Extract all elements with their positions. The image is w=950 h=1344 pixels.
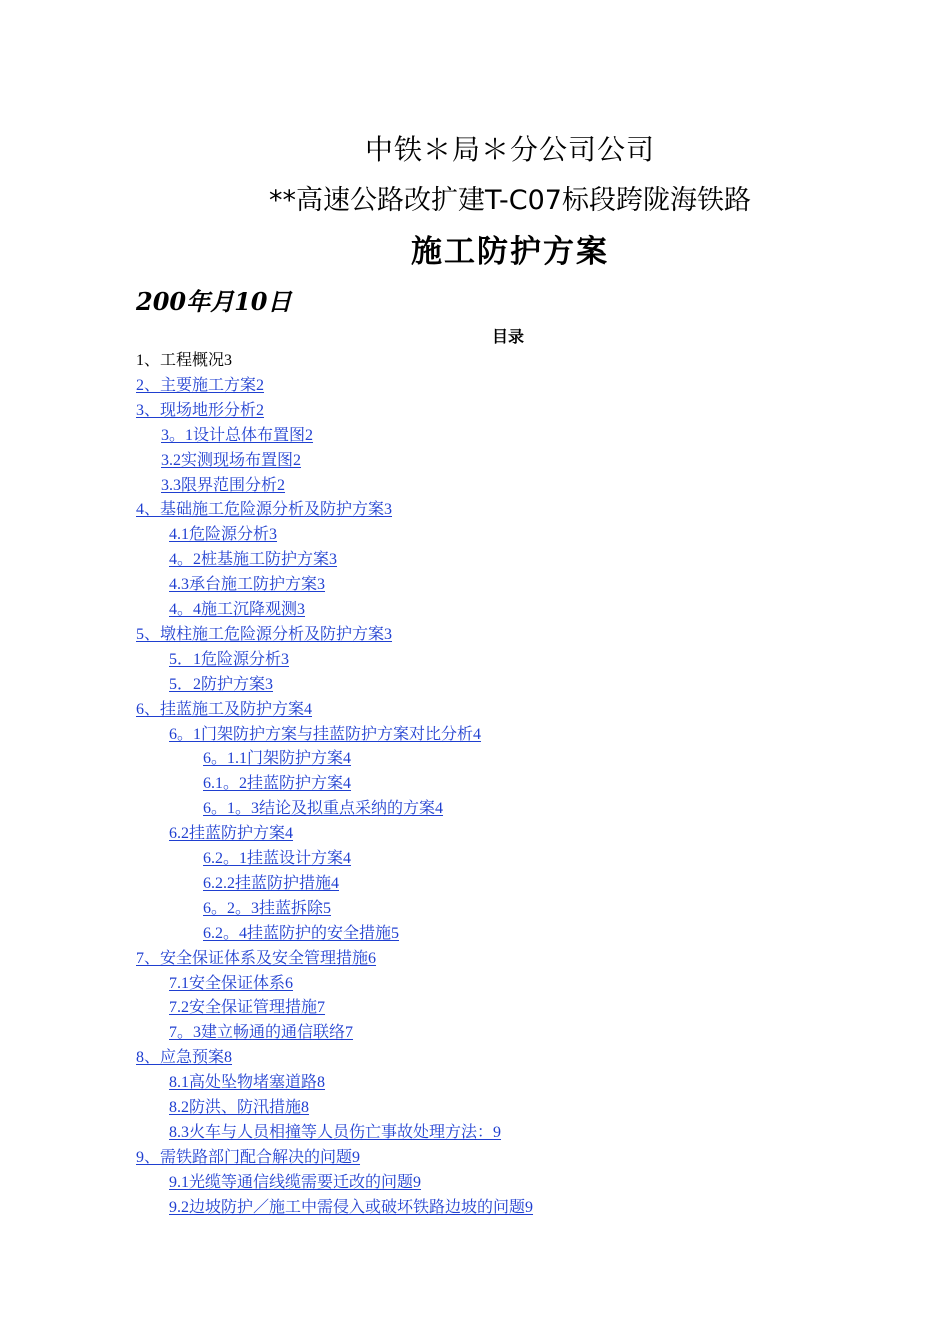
toc-entry[interactable]: 6.2.2挂蓝防护措施4 bbox=[203, 874, 340, 892]
toc-entry[interactable]: 6。1门架防护方案与挂蓝防护方案对比分析4 bbox=[169, 725, 482, 743]
toc-entry[interactable]: 4、基础施工危险源分析及防护方案3 bbox=[136, 501, 393, 519]
toc-entry[interactable]: 8.3火车与人员相撞等人员伤亡事故处理方法：9 bbox=[169, 1123, 502, 1141]
toc-entry[interactable]: 9.2边坡防护／施工中需侵入或破坏铁路边坡的问题9 bbox=[169, 1198, 534, 1216]
toc-entry[interactable]: 6、挂蓝施工及防护方案4 bbox=[136, 700, 313, 718]
toc-entry[interactable]: 6。2。3挂蓝拆除5 bbox=[203, 899, 332, 917]
toc-heading: 目录 bbox=[491, 327, 524, 346]
toc-entry[interactable]: 9.1光缆等通信线缆需要迁改的问题9 bbox=[169, 1173, 422, 1191]
toc-entry[interactable]: 6.2挂蓝防护方案4 bbox=[169, 825, 294, 843]
toc-entry[interactable]: 6。1。3结论及拟重点采纳的方案4 bbox=[203, 800, 444, 818]
document-date: 200年月10日 bbox=[136, 287, 292, 316]
toc-entry[interactable]: 5、墩柱施工危险源分析及防护方案3 bbox=[136, 625, 393, 643]
toc-entry[interactable]: 2、主要施工方案2 bbox=[136, 376, 265, 394]
toc-entry[interactable]: 5．1危险源分析3 bbox=[169, 650, 290, 668]
toc-entry[interactable]: 7。3建立畅通的通信联络7 bbox=[169, 1024, 354, 1042]
toc-entry[interactable]: 5．2防护方案3 bbox=[169, 675, 274, 693]
toc-entry[interactable]: 4。2桩基施工防护方案3 bbox=[169, 551, 338, 569]
toc-entry[interactable]: 8.2防洪、防汛措施8 bbox=[169, 1099, 310, 1116]
toc-entry[interactable]: 6.2。1挂蓝设计方案4 bbox=[203, 850, 352, 867]
toc-entry[interactable]: 6.1。2挂蓝防护方案4 bbox=[203, 775, 352, 793]
toc-entry[interactable]: 3、现场地形分析2 bbox=[136, 401, 265, 419]
toc-entry[interactable]: 8、应急预案8 bbox=[136, 1049, 233, 1067]
toc-entry[interactable]: 3.2实测现场布置图2 bbox=[161, 451, 302, 469]
company-title: 中铁＊局＊分公司公司 bbox=[364, 133, 655, 166]
toc-entry[interactable]: 8.1高处坠物堵塞道路8 bbox=[169, 1074, 326, 1092]
toc-entry[interactable]: 7.1安全保证体系6 bbox=[169, 974, 294, 992]
toc-entry[interactable]: 4.3承台施工防护方案3 bbox=[169, 576, 326, 594]
toc-entry[interactable]: 9、需铁路部门配合解决的问题9 bbox=[136, 1148, 361, 1166]
project-title: **高速公路改扩建T-C07标段跨陇海铁路 bbox=[269, 185, 751, 216]
toc-entry[interactable]: 4.1危险源分析3 bbox=[169, 526, 278, 544]
toc-entry[interactable]: 6.2。4挂蓝防护的安全措施5 bbox=[203, 924, 400, 942]
toc-entry[interactable]: 7.2安全保证管理措施7 bbox=[169, 999, 326, 1017]
toc-entry[interactable]: 4。4施工沉降观测3 bbox=[169, 601, 306, 618]
document-title: 施工防护方案 bbox=[411, 234, 609, 270]
toc-entry[interactable]: 3。1设计总体布置图2 bbox=[161, 426, 314, 444]
toc-entry[interactable]: 3.3限界范围分析2 bbox=[161, 476, 286, 494]
toc-entry[interactable]: 6。1.1门架防护方案4 bbox=[203, 750, 352, 768]
toc-entry: 1、工程概况3 bbox=[136, 352, 233, 369]
toc-entry[interactable]: 7、安全保证体系及安全管理措施6 bbox=[136, 949, 377, 967]
